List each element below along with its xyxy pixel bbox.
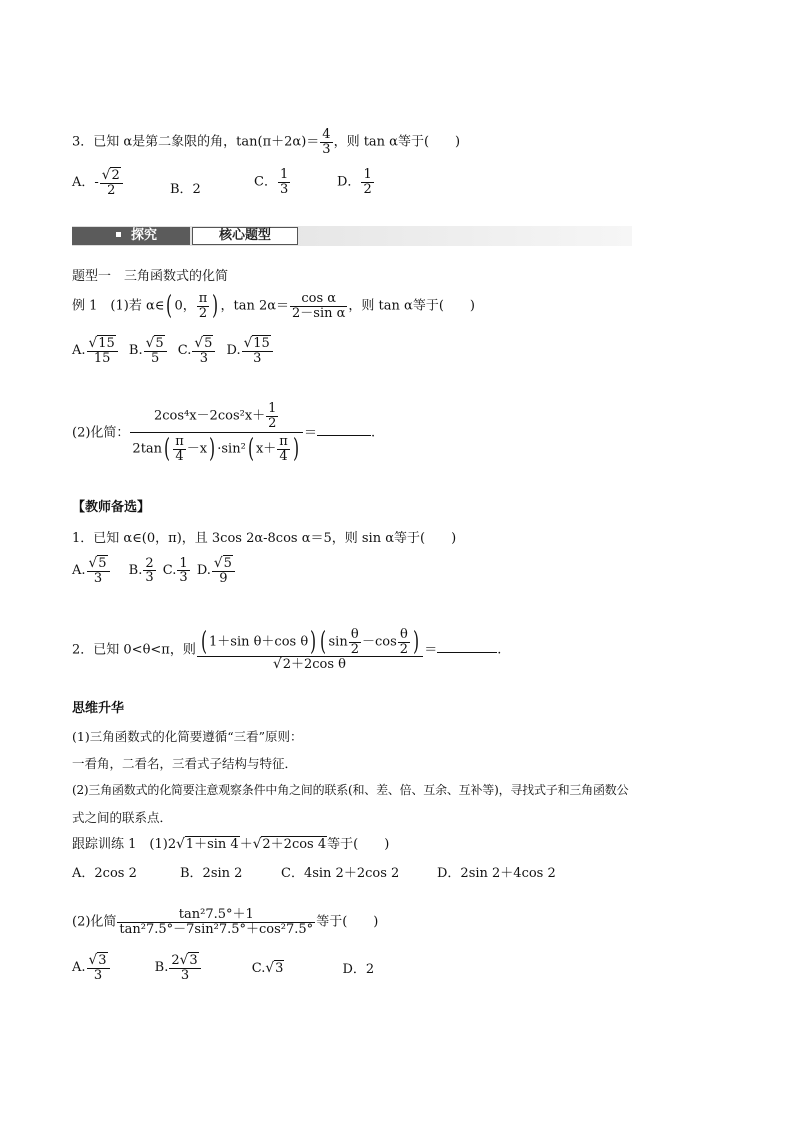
track-opt-c: C．4sin 2＋2cos 2	[281, 866, 400, 881]
q3-option-d: D． $\frac{1}{2}$	[337, 167, 372, 197]
tq1-option-d: D. $\frac{√5}{9}$	[197, 563, 236, 578]
section-banner	[72, 226, 632, 246]
example1-part1: 例 1 (1)若 α∈( 0， $\frac{\pi}{2}$ ) ，tan 2α＝ $\frac{\text{cos α}}{\text{2－sin α}}$ ，则 tan α等于( )	[72, 291, 475, 322]
track-q2: (2)化简 $\frac{\text{tan²7.5°＋1}}{\text{tan²7.5°－7sin²7.5°＋cos²7.5°}}$ 等于( )	[72, 907, 379, 937]
tq2-option-c: C.√3	[251, 959, 284, 976]
thinking-line-1: (1)三角函数式的化简要遵循“三看”原则：	[72, 729, 303, 744]
track-opt-d: D．2sin 2＋4cos 2	[437, 866, 556, 881]
q3-text-b: ，则 tan α等于( )	[333, 134, 461, 150]
track-opt-b: B．2sin 2	[180, 866, 243, 881]
q3-fraction: $\frac{4}{3}$	[322, 127, 331, 157]
tq1-option-b: B. $\frac{2}{3}$	[128, 555, 154, 586]
question-3	[72, 128, 460, 156]
thinking-heading: 思维升华	[72, 701, 125, 716]
teacher-heading: 【教师备选】	[72, 500, 151, 515]
teacher-q1-options	[72, 556, 236, 585]
track-opt-a: A．2cos 2	[72, 866, 137, 881]
tq1-option-c: C. $\frac{1}{3}$	[162, 555, 188, 586]
thinking-line-2: 一看角，二看名，三看式子结构与特征．	[72, 756, 298, 771]
banner-right-label: 核心题型	[192, 227, 298, 245]
track-q1: 跟踪训练 1 (1)2√1＋sin 4＋√2＋2cos 4等于( )	[72, 836, 390, 852]
example1-part2: (2)化简： 2cos⁴x－2cos²x＋ $\frac{1}{2}$ 2tan( $\frac{\pi}{4}$ －x) ·sin²( x＋ $\frac{\pi}{4}$ ) ＝ .	[72, 401, 376, 465]
q3-option-a: A．- $\frac{√2}{2}$	[72, 175, 124, 190]
ex1-option-d: D. $\frac{√15}{3}$	[226, 343, 273, 358]
ex1-option-b: B. $\frac{√5}{5}$	[129, 343, 168, 358]
tq2-option-d: D．2	[342, 962, 375, 978]
q3-options	[72, 168, 124, 197]
track-q2-fraction: $\frac{\text{tan²7.5°＋1}}{\text{tan²7.5°－7sin²7.5°＋cos²7.5°}}$	[119, 907, 314, 937]
p2-big-fraction: 2cos⁴x－2cos²x＋ $\frac{1}{2}$ 2tan( $\frac{\pi}{4}$ －x) ·sin²( x＋ $\frac{\pi}{4}$ )	[130, 402, 303, 464]
answer-blank-2[interactable]	[437, 652, 497, 653]
q3-option-b: B．2	[170, 182, 201, 197]
tq2-option-b: B. $\frac{2√3}{3}$	[155, 960, 202, 975]
teacher-q2: 2．已知 0<θ<π，则 ( 1＋sin θ＋cos θ) ( sin $\frac{\theta}{2}$ －cos $\frac{\theta}{2}$ ) √2＋2cos θ ＝ .	[72, 627, 502, 673]
track-q2-options	[72, 953, 374, 982]
ex1-option-a: A. $\frac{√15}{15}$	[72, 343, 119, 358]
square-bullet-icon	[116, 232, 121, 237]
answer-blank[interactable]	[317, 435, 371, 436]
teacher-q1: 1．已知 α∈(0，π)，且 3cos 2α-8cos α＝5，则 sin α等于( )	[72, 531, 457, 546]
q3-option-c: C． $\frac{1}{3}$	[254, 167, 289, 197]
type1-heading: 题型一 三角函数式的化简	[72, 269, 229, 284]
thinking-line-3: (2)三角函数式的化简要注意观察条件中角之间的联系(和、差、倍、互余、互补等)，寻找式子和三角函数公	[72, 783, 629, 797]
example1-options	[72, 336, 274, 365]
banner-left-tab: 探究	[72, 227, 190, 245]
tq2-option-a: A. $\frac{√3}{3}$	[72, 960, 111, 975]
tq1-option-a: A. $\frac{√5}{3}$	[72, 563, 111, 578]
ex1-fraction: $\frac{\text{cos α}}{\text{2－sin α}}$	[292, 291, 346, 321]
q3-text-a: 3．已知 α是第二象限的角，tan(π＋2α)＝	[72, 134, 320, 150]
tq2-big-fraction: ( 1＋sin θ＋cos θ) ( sin $\frac{\theta}{2}$ －cos $\frac{\theta}{2}$ ) √2＋2cos θ	[197, 628, 423, 672]
thinking-line-4: 式之间的联系点．	[72, 810, 173, 825]
ex1-option-c: C. $\frac{√5}{3}$	[178, 343, 217, 358]
